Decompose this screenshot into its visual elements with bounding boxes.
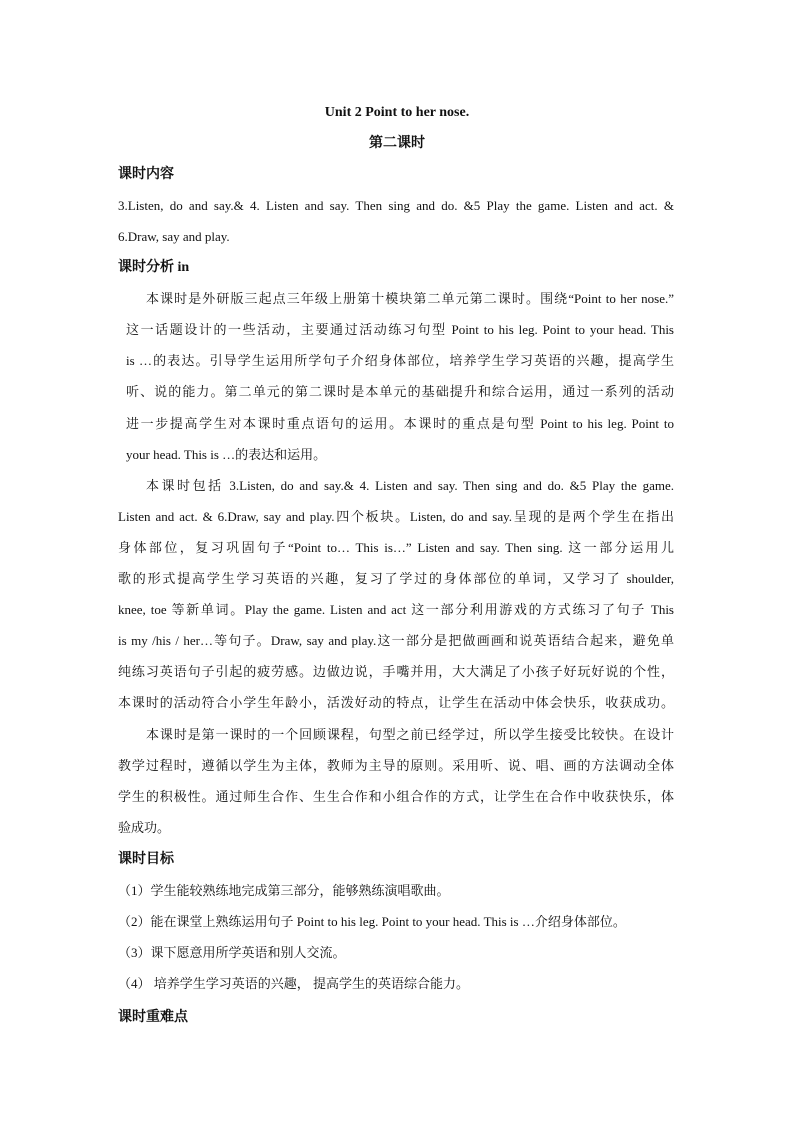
paragraph-line: 进一步提高学生对本课时重点语句的运用。本课时的重点是句型 Point to his leg. Point to <box>126 416 674 431</box>
paragraph-line: knee, toe 等新单词。Play the game. Listen and act 这一部分利用游戏的方式练习了句子 This <box>118 602 674 617</box>
goal-item: （4） 培养学生学习英语的兴趣， 提高学生的英语综合能力。 <box>118 976 470 991</box>
paragraph-line: 歌的形式提高学生学习英语的兴趣，复习了学过的身体部位的单词，又学习了 shoulder, <box>118 571 674 586</box>
paragraph-line: 身体部位，复习巩固句子“Point to… This is…” Listen and say. Then sing. 这一部分运用儿 <box>118 540 674 555</box>
paragraph-line: 本课时包括 3.Listen, do and say.& 4. Listen and say. Then sing and do. &5 Play the game. <box>146 478 674 493</box>
paragraph-line: 本课时是外研版三起点三年级上册第十模块第二单元第二课时。围绕“Point to her nose.” <box>146 291 674 306</box>
section-heading-goals: 课时目标 <box>118 852 174 867</box>
paragraph-line: your head. This is …的表达和运用。 <box>126 447 327 462</box>
goal-item: （1）学生能较熟练地完成第三部分，能够熟练演唱歌曲。 <box>118 883 450 898</box>
paragraph-line: Listen and act. & 6.Draw, say and play.四个板块。Listen, do and say.呈现的是两个学生在指出 <box>118 509 674 524</box>
goal-item: （3）课下愿意用所学英语和别人交流。 <box>118 945 346 960</box>
paragraph-line: 本课时的活动符合小学生年龄小，活泼好动的特点，让学生在活动中体会快乐，收获成功。 <box>118 695 674 710</box>
goal-item: （2）能在课堂上熟练运用句子 Point to his leg. Point to your head. This is …介绍身体部位。 <box>118 914 626 929</box>
paragraph-line: is my /his / her…等句子。Draw, say and play.这一部分是把做画画和说英语结合起来，避免单 <box>118 633 674 648</box>
paragraph-line: 这一话题设计的一些活动，主要通过活动练习句型 Point to his leg. Point to your head. This <box>126 322 674 337</box>
paragraph-line: 本课时是第一课时的一个回顾课程，句型之前已经学过，所以学生接受比较快。在设计 <box>146 727 674 742</box>
section-heading-key-points: 课时重难点 <box>118 1010 188 1025</box>
section-heading-analysis: 课时分析 in <box>118 260 190 275</box>
content-line: 3.Listen, do and say.& 4. Listen and say. Then sing and do. &5 Play the game. Listen and act. & <box>118 198 674 213</box>
paragraph-line: 验成功。 <box>118 820 171 835</box>
paragraph-line: 学生的积极性。通过师生合作、生生合作和小组合作的方式，让学生在合作中收获快乐，体 <box>118 789 674 804</box>
section-heading-content: 课时内容 <box>118 167 174 182</box>
paragraph-line: 教学过程时，遵循以学生为主体，教师为主导的原则。采用听、说、唱、画的方法调动全体 <box>118 758 674 773</box>
paragraph-line: 纯练习英语句子引起的疲劳感。边做边说，手嘴并用，大大满足了小孩子好玩好说的个性， <box>118 664 674 679</box>
paragraph-line: 听、说的能力。第二单元的第二课时是本单元的基础提升和综合运用，通过一系列的活动 <box>126 384 674 399</box>
paragraph-line: is …的表达。引导学生运用所学句子介绍身体部位，培养学生学习英语的兴趣，提高学生 <box>126 353 674 368</box>
doc-title: Unit 2 Point to her nose. <box>324 105 470 120</box>
doc-subtitle: 第二课时 <box>369 136 425 151</box>
content-line: 6.Draw, say and play. <box>118 229 230 244</box>
